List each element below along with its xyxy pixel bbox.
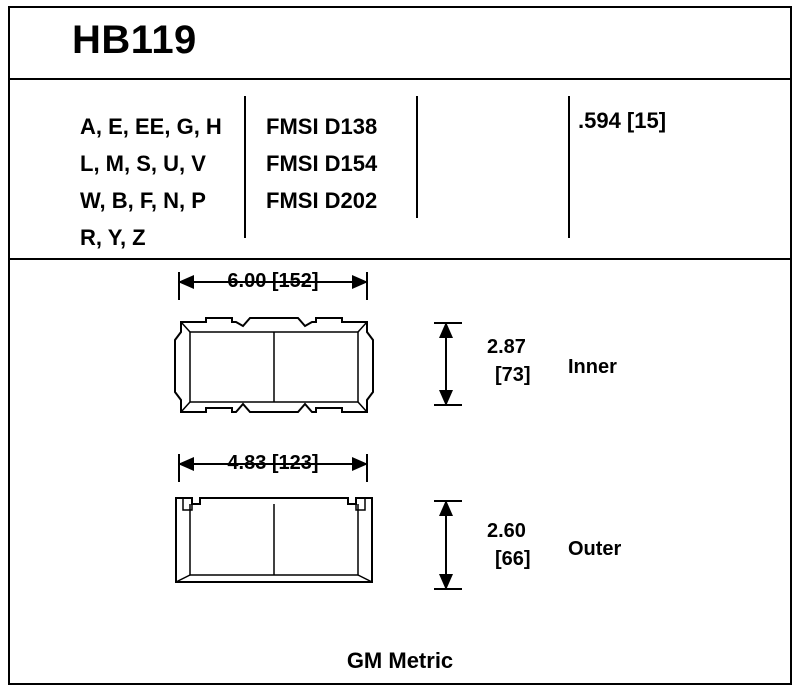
fmsi-list [266,108,416,219]
fmsi-row: FMSI D138 [266,114,378,139]
divider-top [10,78,790,80]
outer-width-label: 4.83 [123] [227,452,319,474]
outer-pad-label: Outer [568,538,622,560]
inner-width-label: 6.00 [152] [227,270,319,292]
divider-vertical-left [244,96,246,238]
divider-vertical-right [416,96,418,218]
fmsi-row: FMSI D202 [266,188,378,213]
outer-height-label-mm: [66] [495,548,531,570]
inner-pad-label: Inner [568,356,617,378]
divider-vertical-thickness [568,96,570,238]
divider-bottom [10,258,790,260]
inner-height-label-in: 2.87 [487,336,526,358]
fmsi-row: FMSI D154 [266,151,378,176]
outer-height-label-in: 2.60 [487,520,526,542]
page-title: HB119 [72,18,197,62]
compound-code-row: W, B, F, N, P [80,188,206,213]
inner-height-label-mm: [73] [495,364,531,386]
compound-code-list [80,108,240,256]
thickness-value: .594 [15] [578,108,667,133]
footer-application-label: GM Metric [346,648,454,673]
compound-code-row: R, Y, Z [80,225,146,250]
compound-code-row: A, E, EE, G, H [80,114,222,139]
compound-code-row: L, M, S, U, V [80,151,206,176]
